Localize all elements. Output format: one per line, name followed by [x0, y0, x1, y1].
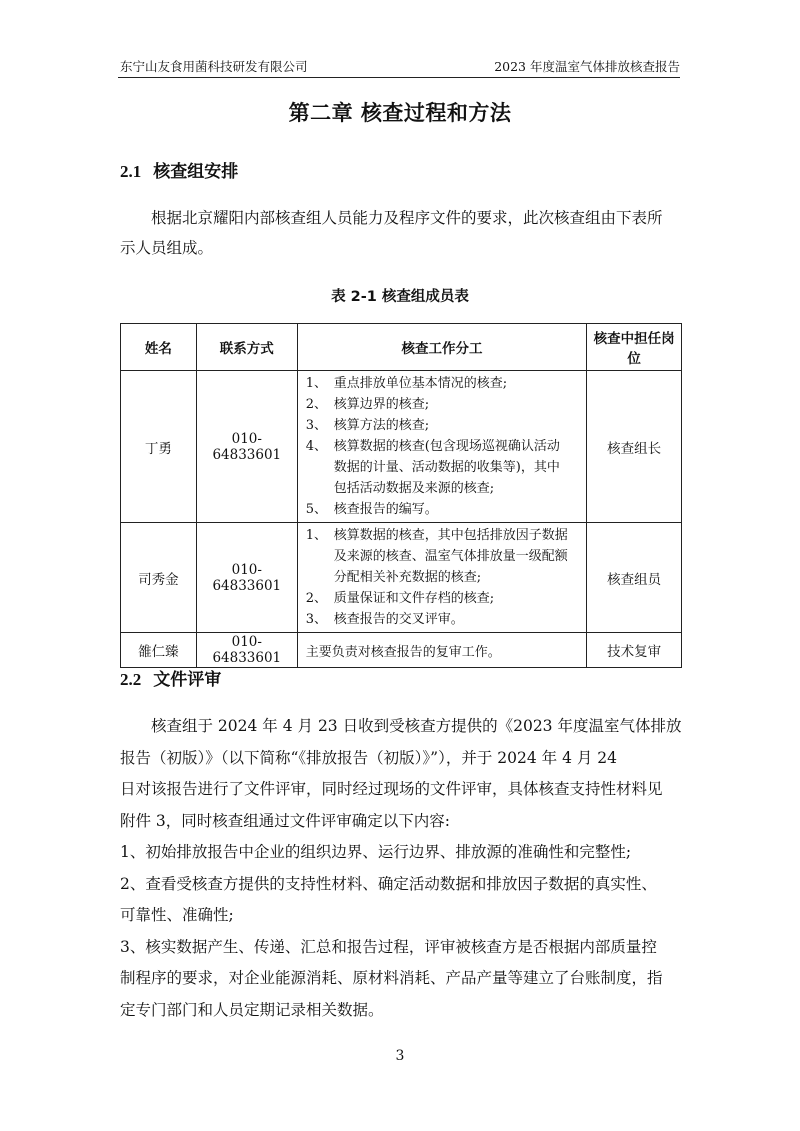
- member-duties: 主要负责对核查报告的复审工作。: [297, 633, 586, 668]
- header-name: 姓名: [121, 324, 197, 371]
- list-item-3-cont: 制程序的要求，对企业能源消耗、原材料消耗、产品产量等建立了台账制度，指: [120, 969, 663, 987]
- table-row: [121, 371, 682, 523]
- duty-item: 3、 核算方法的核查;: [305, 418, 430, 433]
- table-caption: 表 2-1 核查组成员表: [331, 289, 469, 305]
- section-title: 文件评审: [153, 670, 222, 690]
- paragraph-line: 报告（初版）》（以下简称“《排放报告（初版）》”），并于 2024 年 4 月 24: [120, 748, 618, 767]
- header-company: 东宁山友食用菌科技研发有限公司: [120, 59, 308, 74]
- member-name: 丁勇: [121, 371, 197, 523]
- member-duties: [297, 371, 586, 523]
- duty-item: 1、 核算数据的核查，其中包括排放因子数据 及来源的核查、温室气体排放量一级配额 分配相关补充数据的核查;: [305, 528, 568, 585]
- table-row: [121, 633, 682, 668]
- list-item-1: 1、初始排放报告中企业的组织边界、运行边界、排放源的准确性和完整性;: [120, 843, 632, 861]
- list-item-3-cont: 定专门部门和人员定期记录相关数据。: [120, 1000, 384, 1019]
- page-number: 3: [395, 1048, 405, 1064]
- section-2-2-paragraph: [120, 711, 682, 1026]
- member-duties: [297, 523, 586, 633]
- member-role: 核查组长: [587, 371, 682, 523]
- paragraph-line: 根据北京耀阳内部核查组人员能力及程序文件的要求，此次核查组由下表所: [151, 209, 663, 227]
- member-name: 雒仁臻: [121, 633, 197, 668]
- header-duties: 核查工作分工: [297, 324, 586, 371]
- list-item-2: 2、查看受核查方提供的支持性材料、确定活动数据和排放因子数据的真实性、: [120, 874, 657, 893]
- duty-item: 1、 重点排放单位基本情况的核查;: [305, 376, 508, 391]
- paragraph-line: 日对该报告进行了文件评审，同时经过现场的文件评审，具体核查支持性材料见: [120, 780, 663, 798]
- paragraph-line: 附件 3，同时核查组通过文件评审确定以下内容:: [120, 811, 451, 830]
- section-number: 2.2: [120, 670, 142, 689]
- table-header-row: [121, 324, 682, 371]
- duty-item: 5、 核查报告的编写。: [305, 502, 438, 517]
- duty-item: 2、 核算边界的核查;: [305, 397, 430, 412]
- member-phone: 010-64833601: [196, 633, 297, 668]
- member-phone: 010-64833601: [196, 523, 297, 633]
- members-table: [120, 323, 682, 668]
- chapter-title: 第二章 核查过程和方法: [288, 101, 512, 125]
- duty-item: 3、 核查报告的交叉评审。: [305, 612, 464, 627]
- page-header: [118, 55, 680, 78]
- member-phone: 010-64833601: [196, 371, 297, 523]
- section-title: 核查组安排: [153, 162, 239, 182]
- paragraph-line: 示人员组成。: [120, 239, 214, 257]
- list-item-3: 3、核实数据产生、传递、汇总和报告过程，评审被核查方是否根据内部质量控: [120, 937, 657, 956]
- duty-item: 2、 质量保证和文件存档的核查;: [305, 591, 495, 606]
- member-role: 技术复审: [587, 633, 682, 668]
- header-report-title: 2023 年度温室气体排放核查报告: [494, 59, 680, 74]
- section-2-1-paragraph: [120, 203, 682, 263]
- member-name: 司秀金: [121, 523, 197, 633]
- duty-item: 4、 核算数据的核查(包含现场巡视确认活动 数据的计量、活动数据的收集等)，其中 包括活动数据及来源的核查;: [305, 439, 560, 496]
- table-row: [121, 523, 682, 633]
- paragraph-line: 核查组于 2024 年 4 月 23 日收到受核查方提供的《2023 年度温室气体排放: [151, 717, 682, 735]
- header-role: 核查中担任岗位: [587, 324, 682, 371]
- list-item-2-cont: 可靠性、准确性;: [120, 906, 234, 924]
- section-heading-2-2: [120, 665, 221, 690]
- section-heading-2-1: [120, 157, 238, 182]
- header-contact: 联系方式: [196, 324, 297, 371]
- member-role: 核查组员: [587, 523, 682, 633]
- section-number: 2.1: [120, 162, 142, 181]
